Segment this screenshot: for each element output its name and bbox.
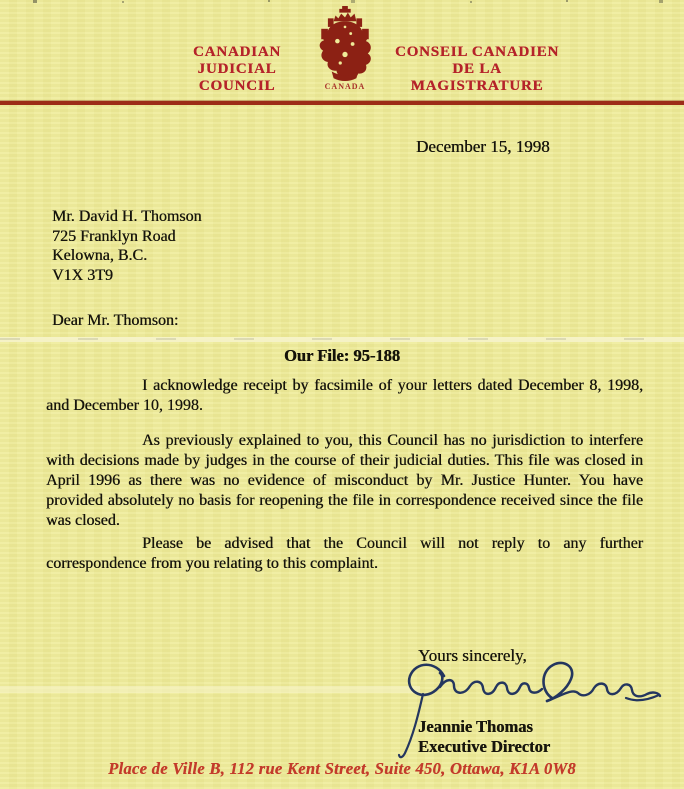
signer-name: Jeannie Thomas xyxy=(418,717,533,736)
org-name-fr-line2: DE LA MAGISTRATURE xyxy=(410,61,544,94)
scan-noise-specks xyxy=(0,0,2,2)
footer-address: Place de Ville B, 112 rue Kent Street, Suite 450, Ottawa, K1A 0W8 xyxy=(108,759,576,778)
salutation: Dear Mr. Thomson: xyxy=(52,312,179,329)
recipient-name: Mr. David H. Thomson xyxy=(52,208,202,225)
org-name-en-line1: CANADIAN JUDICIAL xyxy=(192,44,282,77)
canadian-coat-of-arms-icon xyxy=(316,6,374,82)
recipient-address-block xyxy=(52,207,201,285)
closing: Yours sincerely, xyxy=(418,646,527,665)
org-name-en-line2: COUNCIL xyxy=(198,78,276,94)
letter-date: December 15, 1998 xyxy=(416,137,550,156)
crest-caption: CANADA xyxy=(324,82,366,91)
file-reference: Our File: 95-188 xyxy=(283,346,401,365)
body-paragraph-2: As previously explained to you, this Council has no jurisdiction to interfere with decisions made by judges in the course of their judicial duties. This file was closed in April 1996 as there was no evidence of misconduct by Mr. Justice Hunter. You have provided absolutely no basis for reopening the file in correspondence received since the file was closed. xyxy=(46,432,643,529)
org-name-fr-line1: CONSEIL CANADIEN xyxy=(394,44,560,60)
fold-crease xyxy=(0,337,684,342)
signer-title: Executive Director xyxy=(418,737,551,756)
recipient-postal-code: V1X 3T9 xyxy=(52,266,113,284)
body-paragraph-3: Please be advised that the Council will not reply to any further correspondence from you relating to this complaint. xyxy=(46,535,643,572)
recipient-street: 725 Franklyn Road xyxy=(52,227,176,245)
letterhead-french xyxy=(388,44,566,95)
fold-crease-2 xyxy=(0,686,420,693)
letterhead-rule xyxy=(0,101,684,105)
recipient-city: Kelowna, B.C. xyxy=(52,247,148,264)
body-paragraph-1: I acknowledge receipt by facsimile of your letters dated December 8, 1998, and December 10, 1998. xyxy=(46,377,643,414)
letterhead-english xyxy=(152,44,322,95)
